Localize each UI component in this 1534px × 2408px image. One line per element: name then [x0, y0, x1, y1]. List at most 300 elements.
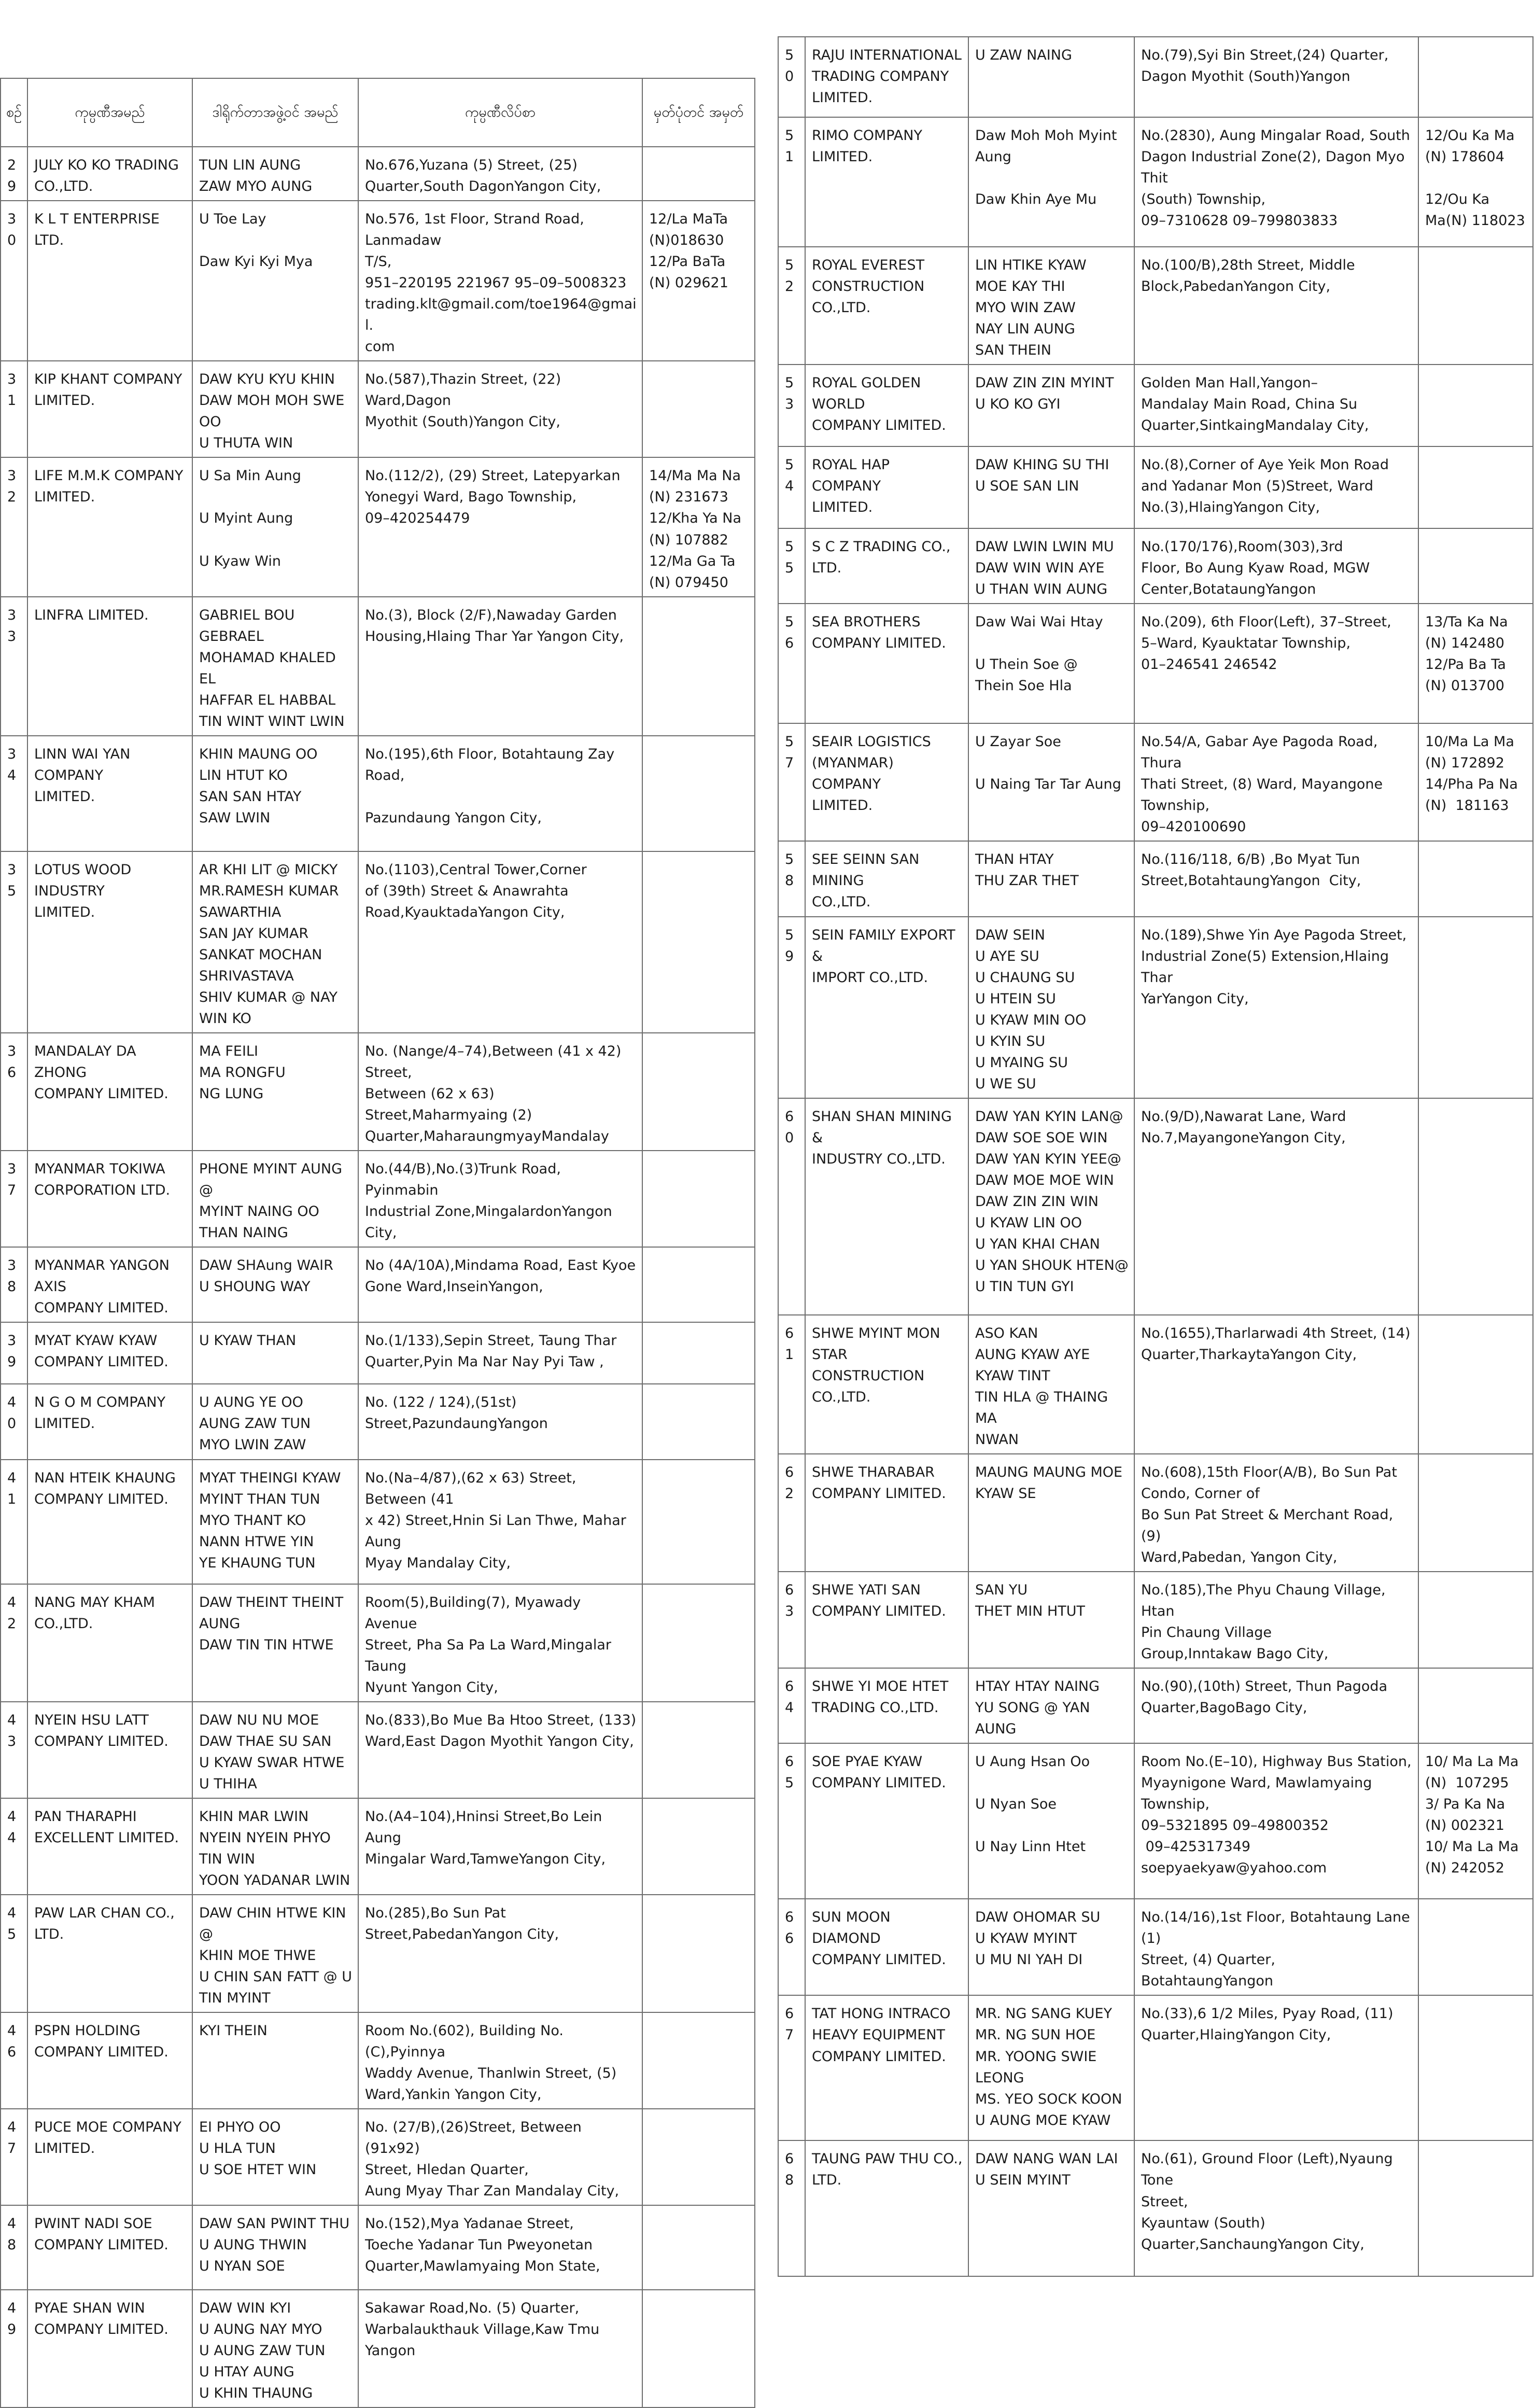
- cell-line: DAW THEINT THEINT: [199, 1594, 344, 1611]
- cell-line: LIMITED.: [812, 499, 873, 516]
- row-number: 58: [778, 841, 805, 916]
- cell-line: Gone Ward,InseinYangon,: [365, 1279, 543, 1295]
- cell-line: HEAVY EQUIPMENT: [812, 2027, 946, 2043]
- cell-line: 12/Pa BaTa: [649, 254, 726, 270]
- cell-line: TIN HLA @ THAING MA: [975, 1389, 1113, 1426]
- cell-line: GABRIEL BOU GEBRAEL: [199, 607, 299, 645]
- row-number: 29: [1, 147, 27, 201]
- company-name-cell: [805, 117, 968, 247]
- cell-line: CORPORATION LTD.: [34, 1182, 171, 1199]
- company-row: [1, 2012, 755, 2109]
- cell-line: NYEIN HSU LATT: [34, 1712, 149, 1728]
- directors-cell: [968, 1995, 1134, 2140]
- cell-line: No.(116/118, 6/B) ,Bo Myat Tun: [1141, 851, 1360, 868]
- cell-line: HAFFAR EL HABBAL: [199, 692, 336, 708]
- company-name-cell: [27, 597, 192, 736]
- cell-line: THU ZAR THET: [975, 873, 1079, 889]
- company-name-cell: [805, 1995, 968, 2140]
- cell-line: AUNG: [199, 1615, 241, 1632]
- cell-line: Dagon Myothit (South)Yangon: [1141, 68, 1350, 85]
- cell-line: U KHIN THAUNG: [199, 2385, 313, 2402]
- company-name-cell: [805, 1315, 968, 1454]
- cell-line: Pin Chaung Village: [1141, 1625, 1272, 1641]
- cell-line: soepyaekyaw@yahoo.com: [1141, 1860, 1327, 1877]
- cell-line: 10/ Ma La Ma: [1425, 1839, 1519, 1855]
- cell-line: ROYAL EVEREST: [812, 257, 925, 273]
- cell-line: 12/Ou Ka Ma: [1425, 128, 1515, 144]
- cell-line: No.(61), Ground Floor (Left),Nyaung Tone: [1141, 2151, 1398, 2189]
- address-cell: [358, 147, 642, 201]
- cell-line: COMPANY LIMITED.: [812, 1485, 946, 1502]
- company-row: [1, 361, 755, 457]
- company-row: [778, 1454, 1533, 1572]
- cell-line: [975, 167, 1129, 189]
- cell-line: LIMITED.: [812, 90, 873, 106]
- cell-line: Group,Inntakaw Bago City,: [1141, 1646, 1329, 1662]
- row-number: 32: [1, 457, 27, 596]
- registration-cell: [1418, 1899, 1533, 1995]
- directors-cell: [968, 117, 1134, 247]
- cell-line: LIMITED.: [812, 797, 873, 814]
- row-number: 38: [1, 1247, 27, 1322]
- cell-line: DAW YAN KYIN YEE@: [975, 1151, 1121, 1167]
- cell-line: TAT HONG INTRACO: [812, 2006, 951, 2022]
- cell-line: Daw Wai Wai Htay: [975, 614, 1103, 631]
- cell-line: No.(33),6 1/2 Miles, Pyay Road, (11): [1141, 2006, 1394, 2022]
- cell-line: SUN MOON DIAMOND: [812, 1909, 895, 1947]
- cell-line: THAN HTAY: [975, 851, 1054, 868]
- cell-line: [199, 529, 353, 551]
- cell-line: KHIN MAR LWIN: [199, 1808, 309, 1825]
- cell-line: 5–Ward, Kyauktatar Township,: [1141, 635, 1351, 652]
- cell-line: Waddy Avenue, Thanlwin Street, (5): [365, 2065, 617, 2082]
- cell-line: (N)018630: [649, 232, 724, 249]
- cell-line: U WE SU: [975, 1075, 1036, 1092]
- row-number: 48: [1, 2205, 27, 2290]
- cell-line: SEAIR LOGISTICS: [812, 734, 931, 750]
- cell-line: No.(Na–4/87),(62 x 63) Street, Between (41: [365, 1469, 581, 1507]
- cell-line: Room No.(602), Building No.(C),Pyinnya: [365, 2023, 564, 2061]
- cell-line: No.(1103),Central Tower,Corner: [365, 861, 587, 878]
- registration-cell: [642, 361, 755, 457]
- cell-line: K L T ENTERPRISE LTD.: [34, 211, 164, 249]
- cell-line: 13/Ta Ka Na: [1425, 614, 1508, 631]
- directors-cell: [192, 1247, 358, 1322]
- company-name-cell: [805, 1899, 968, 1995]
- row-number: 68: [778, 2140, 805, 2276]
- cell-line: MR. YOONG SWIE: [975, 2048, 1097, 2065]
- company-name-cell: [27, 2290, 192, 2407]
- cell-line: U AUNG YE OO: [199, 1394, 303, 1411]
- directors-cell: [192, 201, 358, 361]
- cell-line: U HLA TUN: [199, 2140, 276, 2157]
- cell-line: U HTAY AUNG: [199, 2364, 294, 2381]
- cell-line: No.(1/133),Sepin Street, Taung Thar: [365, 1333, 617, 1349]
- registration-cell: [642, 2109, 755, 2205]
- address-cell: [1134, 1899, 1418, 1995]
- cell-line: No.(44/B),No.(3)Trunk Road, Pyinmabin: [365, 1161, 566, 1199]
- company-row: [778, 1098, 1533, 1315]
- cell-line: SOE PYAE KYAW: [812, 1754, 923, 1770]
- cell-line: Golden Man Hall,Yangon–: [1141, 375, 1318, 391]
- cell-line: DAW ZIN ZIN WIN: [975, 1193, 1099, 1210]
- cell-line: SEE SEINN SAN MINING: [812, 851, 924, 889]
- directors-cell: [192, 1151, 358, 1247]
- cell-line: CO.,LTD.: [812, 300, 871, 316]
- cell-line: Quarter,SanchaungYangon City,: [1141, 2236, 1364, 2252]
- cell-line: Daw Khin Aye Mu: [975, 191, 1097, 208]
- cell-line: OO: [199, 414, 221, 430]
- registration-cell: [1418, 1454, 1533, 1572]
- cell-line: No.(9/D),Nawarat Lane, Ward: [1141, 1108, 1346, 1125]
- cell-line: KIP KHANT COMPANY: [34, 371, 182, 388]
- cell-line: PUCE MOE COMPANY: [34, 2119, 181, 2136]
- cell-line: COMPANY LIMITED.: [34, 1491, 168, 1507]
- cell-line: TRADING COMPANY: [812, 68, 949, 85]
- address-cell: [1134, 2140, 1418, 2276]
- cell-line: U SEIN MYINT: [975, 2172, 1071, 2189]
- cell-line: (N) 029621: [649, 275, 728, 291]
- address-cell: [358, 1460, 642, 1584]
- cell-line: Sakawar Road,No. (5) Quarter,: [365, 2300, 580, 2317]
- cell-line: SAW LWIN: [199, 809, 271, 826]
- row-number: 44: [1, 1798, 27, 1895]
- cell-line: COMPANY LIMITED.: [812, 417, 946, 434]
- cell-line: Street,PazundaungYangon: [365, 1416, 548, 1432]
- cell-line: LIFE M.M.K COMPANY: [34, 468, 184, 484]
- company-name-cell: [27, 1151, 192, 1247]
- company-name-cell: [27, 201, 192, 361]
- row-number: 34: [1, 736, 27, 851]
- cell-line: COMPANY LIMITED.: [34, 1354, 168, 1370]
- address-cell: [1134, 1572, 1418, 1668]
- cell-line: ROYAL HAP COMPANY: [812, 457, 894, 495]
- cell-line: No.(195),6th Floor, Botahtaung Zay Road,: [365, 746, 619, 783]
- cell-line: YE KHAUNG TUN: [199, 1555, 316, 1571]
- company-row: [1, 1895, 755, 2012]
- cell-line: 09–7310628 09–799803833: [1141, 213, 1338, 229]
- address-cell: [1134, 1454, 1418, 1572]
- cell-line: MOHAMAD KHALED EL: [199, 649, 341, 687]
- company-row: [778, 1743, 1533, 1899]
- cell-line: MYANMAR YANGON AXIS: [34, 1257, 174, 1295]
- cell-line: MYANMAR TOKIWA: [34, 1161, 165, 1178]
- cell-line: Between (62 x 63) Street,Maharmyaing (2): [365, 1086, 532, 1124]
- address-cell: [358, 2205, 642, 2290]
- cell-line: PWINT NADI SOE: [34, 2216, 152, 2232]
- cell-line: Daw Kyi Kyi Mya: [199, 254, 313, 270]
- registration-cell: [1418, 1668, 1533, 1743]
- address-cell: [1134, 1995, 1418, 2140]
- cell-line: No.(90),(10th) Street, Thun Pagoda: [1141, 1678, 1388, 1695]
- company-row: [778, 446, 1533, 528]
- cell-line: U AYE SU: [975, 948, 1039, 964]
- cell-line: DAW CHIN HTWE KIN @: [199, 1905, 351, 1942]
- cell-line: Industrial Zone,MingalardonYangon City,: [365, 1203, 617, 1241]
- company-name-cell: [805, 446, 968, 528]
- directors-cell: [968, 1899, 1134, 1995]
- cell-line: LINN WAI YAN COMPANY: [34, 746, 135, 783]
- company-row: [778, 1315, 1533, 1454]
- company-row: [778, 528, 1533, 604]
- row-number: 46: [1, 2012, 27, 2109]
- cell-line: Ward,Pabedan, Yangon City,: [1141, 1549, 1338, 1566]
- cell-line: 12/Pa Ba Ta: [1425, 656, 1506, 673]
- registration-cell: [642, 147, 755, 201]
- cell-line: U KYAW LIN OO: [975, 1214, 1082, 1231]
- company-name-cell: [27, 1584, 192, 1702]
- cell-line: MYINT THAN TUN: [199, 1491, 320, 1507]
- company-name-cell: [27, 361, 192, 457]
- directors-cell: [968, 1572, 1134, 1668]
- address-cell: [1134, 723, 1418, 841]
- company-name-cell: [805, 917, 968, 1098]
- cell-line: Street, Pha Sa Pa La Ward,Mingalar Taung: [365, 1636, 616, 1674]
- cell-line: 951–220195 221967 95–09–5008323: [365, 275, 627, 291]
- cell-line: CONSTRUCTION: [812, 278, 925, 295]
- address-cell: [1134, 1315, 1418, 1454]
- cell-line: KHIN MOE THWE: [199, 1947, 316, 1964]
- cell-line: Thati Street, (8) Ward, Mayangone: [1141, 776, 1383, 793]
- address-cell: [1134, 247, 1418, 365]
- cell-line: SHWE YATI SAN: [812, 1582, 921, 1599]
- cell-line: U SHOUNG WAY: [199, 1279, 311, 1295]
- registration-cell: [1418, 841, 1533, 916]
- cell-line: U Kyaw Win: [199, 553, 281, 569]
- company-name-cell: [805, 1572, 968, 1668]
- cell-line: NAN HTEIK KHAUNG: [34, 1469, 176, 1486]
- cell-line: Ma(N) 118023: [1425, 213, 1525, 229]
- cell-line: SAN JAY KUMAR: [199, 925, 309, 942]
- cell-line: MA RONGFU: [199, 1065, 286, 1081]
- directors-cell: [192, 2290, 358, 2407]
- address-cell: [358, 851, 642, 1033]
- cell-line: THAN NAING: [199, 1225, 288, 1241]
- address-cell: [358, 1322, 642, 1384]
- cell-line: No.(185),The Phyu Chaung Village, Htan: [1141, 1582, 1390, 1620]
- cell-line: NANG MAY KHAM: [34, 1594, 155, 1611]
- row-number: 47: [1, 2109, 27, 2205]
- cell-line: MS. YEO SOCK KOON: [975, 2091, 1122, 2107]
- row-number: 67: [778, 1995, 805, 2140]
- cell-line: trading.klt@gmail.com/toe1964@gmail.: [365, 296, 637, 334]
- cell-line: Warbalaukthauk Village,Kaw Tmu Yangon: [365, 2321, 604, 2359]
- cell-line: No. (27/B),(26)Street, Between (91x92): [365, 2119, 586, 2157]
- cell-line: 12/Ma Ga Ta: [649, 553, 736, 569]
- cell-line: U MYAING SU: [975, 1054, 1068, 1071]
- cell-line: SHWE THARABAR: [812, 1464, 935, 1480]
- company-name-cell: [805, 604, 968, 723]
- cell-line: U Nay Linn Htet: [975, 1839, 1086, 1855]
- cell-line: LIMITED.: [34, 489, 95, 506]
- cell-line: Street,: [1141, 2193, 1188, 2210]
- cell-line: No.(2830), Aung Mingalar Road, South: [1141, 128, 1410, 144]
- cell-line: LIMITED.: [34, 393, 95, 409]
- cell-line: Pazundaung Yangon City,: [365, 809, 542, 826]
- cell-line: 09–5321895 09–49800352: [1141, 1817, 1329, 1834]
- registration-cell: [1418, 1315, 1533, 1454]
- cell-line: [365, 786, 637, 807]
- cell-line: U KYIN SU: [975, 1033, 1046, 1049]
- cell-line: (N) 181163: [1425, 797, 1509, 814]
- address-cell: [1134, 528, 1418, 604]
- cell-line: EXCELLENT LIMITED.: [34, 1829, 179, 1846]
- cell-line: LIN HTUT KO: [199, 767, 288, 783]
- cell-line: [199, 230, 353, 251]
- cell-line: YarYangon City,: [1141, 990, 1249, 1007]
- cell-line: LTD.: [34, 1926, 64, 1942]
- cell-line: SAWARTHIA: [199, 904, 282, 920]
- cell-line: U THUTA WIN: [199, 435, 293, 452]
- row-number: 61: [778, 1315, 805, 1454]
- row-number: 60: [778, 1098, 805, 1315]
- row-number: 36: [1, 1033, 27, 1151]
- cell-line: 12/Ou Ka: [1425, 191, 1490, 208]
- company-row: [1, 147, 755, 201]
- cell-line: Quarter,Pyin Ma Nar Nay Pyi Taw ,: [365, 1354, 604, 1370]
- address-cell: [1134, 1743, 1418, 1899]
- address-cell: [358, 1702, 642, 1798]
- cell-line: U KYAW SWAR HTWE: [199, 1754, 345, 1771]
- cell-line: YOON YADANAR LWIN: [199, 1872, 350, 1888]
- cell-line: U AUNG ZAW TUN: [199, 2343, 326, 2359]
- cell-line: DAW NU NU MOE: [199, 1712, 319, 1728]
- cell-line: KYAW TINT: [975, 1367, 1050, 1384]
- cell-line: DAW SEIN: [975, 927, 1045, 943]
- cell-line: U THAN WIN AUNG: [975, 581, 1108, 598]
- row-number: 40: [1, 1384, 27, 1459]
- cell-line: COMPANY LIMITED.: [34, 1300, 168, 1317]
- directors-cell: [968, 604, 1134, 723]
- company-row: [778, 1668, 1533, 1743]
- cell-line: No.(112/2), (29) Street, Latepyarkan: [365, 468, 621, 484]
- cell-line: No.(79),Syi Bin Street,(24) Quarter,: [1141, 47, 1389, 63]
- directors-cell: [192, 2012, 358, 2109]
- registration-cell: [642, 1033, 755, 1151]
- registration-cell: [642, 1584, 755, 1702]
- header-no: စဉ်: [1, 78, 27, 147]
- registration-cell: [1418, 1572, 1533, 1668]
- header-company-name: ကုမ္ပဏီအမည်: [27, 78, 192, 147]
- header-company-address: ကုမ္ပဏီလိပ်စာ: [358, 78, 642, 147]
- cell-line: Street, Hledan Quarter,: [365, 2162, 529, 2178]
- cell-line: RAJU INTERNATIONAL: [812, 47, 962, 63]
- cell-line: SEA BROTHERS: [812, 614, 921, 631]
- address-cell: [358, 2012, 642, 2109]
- cell-line: No.(3), Block (2/F),Nawaday Garden: [365, 607, 617, 623]
- registration-cell: [642, 597, 755, 736]
- cell-line: SAN SAN HTAY: [199, 788, 302, 805]
- cell-line: Mingalar Ward,TamweYangon City,: [365, 1851, 606, 1867]
- cell-line: Quarter,MaharaungmyayMandalay: [365, 1128, 609, 1145]
- cell-line: U YAN SHOUK HTEN@: [975, 1257, 1129, 1273]
- registration-cell: [642, 457, 755, 596]
- cell-line: SHWE MYINT MON: [812, 1325, 940, 1341]
- cell-line: DAW SHAung WAIR: [199, 1257, 333, 1274]
- cell-line: TRADING CO.,LTD.: [812, 1700, 939, 1716]
- directors-cell: [968, 917, 1134, 1098]
- cell-line: NWAN: [975, 1431, 1019, 1448]
- cell-line: HTAY HTAY NAING: [975, 1678, 1100, 1695]
- cell-line: U Aung Hsan Oo: [975, 1754, 1090, 1770]
- registration-cell: [1418, 528, 1533, 604]
- address-cell: [358, 2109, 642, 2205]
- row-number: 65: [778, 1743, 805, 1899]
- cell-line: 10/Ma La Ma: [1425, 734, 1514, 750]
- company-row: [1, 1460, 755, 1584]
- cell-line: COMPANY LIMITED.: [812, 1603, 946, 1620]
- row-number: 49: [1, 2290, 27, 2407]
- cell-line: COMPANY LIMITED.: [34, 2044, 168, 2061]
- cell-line: DAW KHING SU THI: [975, 457, 1109, 473]
- cell-line: Nyunt Yangon City,: [365, 1679, 498, 1696]
- registration-cell: [642, 2012, 755, 2109]
- cell-line: No.(285),Bo Sun Pat: [365, 1905, 506, 1921]
- cell-line: THET MIN HTUT: [975, 1603, 1086, 1620]
- registration-cell: [1418, 37, 1533, 117]
- cell-line: Township,: [1141, 1796, 1210, 1813]
- cell-line: LINFRA LIMITED.: [34, 607, 149, 623]
- cell-line: U Toe Lay: [199, 211, 266, 228]
- cell-line: Quarter,South DagonYangon City,: [365, 178, 601, 195]
- cell-line: MYO WIN ZAW: [975, 300, 1076, 316]
- directors-cell: [192, 851, 358, 1033]
- cell-line: No. (122 / 124),(51st): [365, 1394, 517, 1411]
- cell-line: DAW MOE MOE WIN: [975, 1172, 1114, 1188]
- cell-line: LIMITED.: [34, 788, 95, 805]
- company-name-cell: [27, 1322, 192, 1384]
- registration-cell: [642, 1798, 755, 1895]
- cell-line: DAW SAN PWINT THU: [199, 2216, 350, 2232]
- company-register-table-right: [778, 36, 1533, 2277]
- company-row: [1, 201, 755, 361]
- row-number: 56: [778, 604, 805, 723]
- address-cell: [358, 1798, 642, 1895]
- cell-line: U THIHA: [199, 1775, 257, 1792]
- company-row: [1, 2290, 755, 2407]
- cell-line: Room No.(E–10), Highway Bus Station,: [1141, 1754, 1412, 1770]
- address-cell: [358, 1895, 642, 2012]
- row-number: 42: [1, 1584, 27, 1702]
- cell-line: Room(5),Building(7), Myawady Avenue: [365, 1594, 585, 1632]
- cell-line: (MYANMAR) COMPANY: [812, 755, 898, 793]
- cell-line: DAW MOH MOH SWE: [199, 393, 345, 409]
- cell-line: SAN THEIN: [975, 342, 1051, 359]
- cell-line: [975, 1772, 1129, 1794]
- cell-line: (N) 172892: [1425, 755, 1504, 772]
- registration-cell: [642, 1384, 755, 1459]
- header-director-names: ဒါရိုက်တာအဖွဲ့ဝင် အမည်: [192, 78, 358, 147]
- cell-line: MOE KAY THI: [975, 278, 1065, 295]
- directors-cell: [192, 1322, 358, 1384]
- cell-line: CO.,LTD.: [812, 1389, 871, 1405]
- cell-line: COMPANY LIMITED.: [812, 1775, 946, 1791]
- cell-line: [975, 633, 1129, 654]
- address-cell: [358, 2290, 642, 2407]
- cell-line: No.(189),Shwe Yin Aye Pagoda Street,: [1141, 927, 1407, 943]
- directors-cell: [968, 528, 1134, 604]
- cell-line: 14/Ma Ma Na: [649, 468, 741, 484]
- company-register-table-left: [0, 78, 755, 2408]
- company-name-cell: [27, 2109, 192, 2205]
- cell-line: LIMITED.: [34, 1416, 95, 1432]
- cell-line: EI PHYO OO: [199, 2119, 281, 2136]
- cell-line: LIMITED.: [34, 904, 95, 920]
- cell-line: DAW TIN TIN HTWE: [199, 1636, 334, 1653]
- address-cell: [1134, 604, 1418, 723]
- cell-line: U Thein Soe @: [975, 656, 1078, 673]
- cell-line: S C Z TRADING CO., LTD.: [812, 539, 955, 577]
